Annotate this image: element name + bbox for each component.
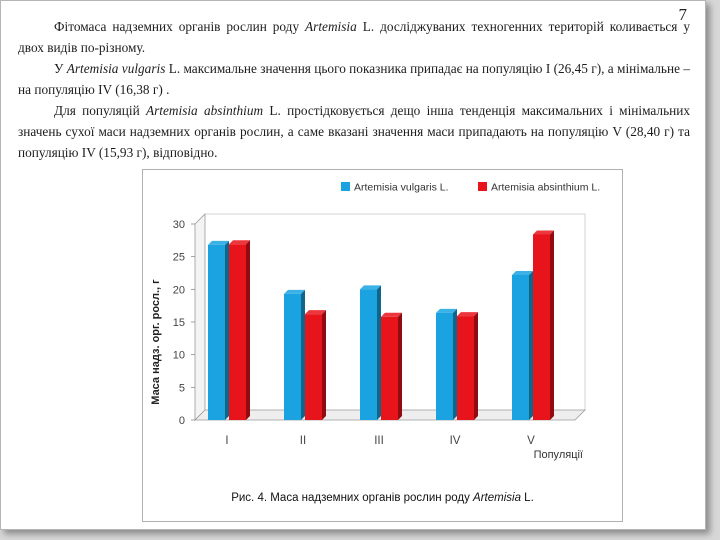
x-tick-label: IV (449, 435, 461, 447)
bar-side (453, 309, 457, 420)
figure-caption (143, 492, 622, 504)
bar-side (474, 312, 478, 420)
y-axis-title: Маса надз. орг. росл., г (150, 279, 162, 405)
x-tick-label: V (527, 435, 535, 447)
bar-side (246, 240, 250, 420)
y-tick-label: 25 (172, 251, 185, 264)
bar-side (301, 290, 305, 420)
paragraph-2-start: У (54, 61, 67, 76)
legend-swatch (341, 182, 350, 191)
bar-side (398, 313, 402, 420)
legend-label: Artemisia absinthium L. (491, 181, 601, 194)
species-name: Artemisia vulgaris (66, 61, 166, 76)
paragraph-1 (18, 16, 690, 58)
paragraph-2 (18, 58, 690, 100)
legend-label: Artemisia vulgaris L. (354, 181, 449, 194)
paragraph-1-start: Фітомаса надземних органів рослин роду (54, 19, 306, 34)
bar-vulgaris-III (360, 289, 377, 420)
paragraph-3-start: Для популяцій (54, 103, 146, 118)
y-tick-label: 15 (172, 317, 185, 329)
bar-side (529, 271, 533, 420)
y-tick-label: 20 (172, 284, 185, 297)
body-text (18, 16, 690, 163)
bar-absinthium-II (305, 314, 322, 420)
paragraph-3-end: L. простідковується дещо інша тенденція максимальних і мінімальних значень сухої маси надземних органів рослин, а саме вказані значення маси припадають на популяцію V (28,40 г) та популяцію ІV (15,93 г), відповідно. (18, 103, 691, 160)
y-tick-label: 10 (172, 349, 185, 362)
y-tick-label: 5 (178, 382, 185, 395)
caption-prefix: Рис. 4. Маса надземних органів рослин роду (231, 492, 474, 504)
x-axis-title: Популяції (533, 449, 583, 461)
paragraph-1-end: L. досліджуваних техногенних територій коливається у двох видів по-різному. (18, 19, 690, 55)
species-name: Artemisia absinthium (146, 103, 264, 118)
bar-absinthium-I (229, 244, 246, 420)
caption-genus: Artemisia (473, 492, 521, 504)
bar-side (377, 285, 381, 420)
page-number: 7 (678, 5, 687, 24)
y-tick-label: 30 (172, 219, 185, 231)
bar-side (225, 241, 229, 420)
caption-suffix: L. (520, 492, 534, 504)
bar-side (322, 310, 326, 420)
x-tick-label: II (299, 435, 307, 447)
y-tick-label: 0 (178, 415, 185, 427)
figure-frame (142, 169, 623, 522)
bar-vulgaris-V (512, 275, 529, 420)
species-name: Artemisia (305, 19, 357, 34)
paragraph-2-end: L. максимальне значення цього показника припадає на популяцію І (26,45 г), а мінімальне – на популяцію ІV (16,38 г) . (18, 61, 690, 97)
bar-vulgaris-IV (436, 313, 453, 420)
bar-side (550, 230, 554, 420)
legend-swatch (478, 182, 487, 191)
x-tick-label: I (225, 435, 229, 447)
paragraph-3 (18, 100, 690, 163)
x-tick-label: III (374, 435, 384, 447)
bar-absinthium-III (381, 317, 398, 420)
bar-vulgaris-I (208, 245, 225, 420)
bar-chart (143, 170, 622, 490)
bar-absinthium-V (533, 234, 550, 420)
bar-vulgaris-II (284, 294, 301, 420)
bar-absinthium-IV (457, 316, 474, 420)
side-wall (195, 214, 205, 420)
